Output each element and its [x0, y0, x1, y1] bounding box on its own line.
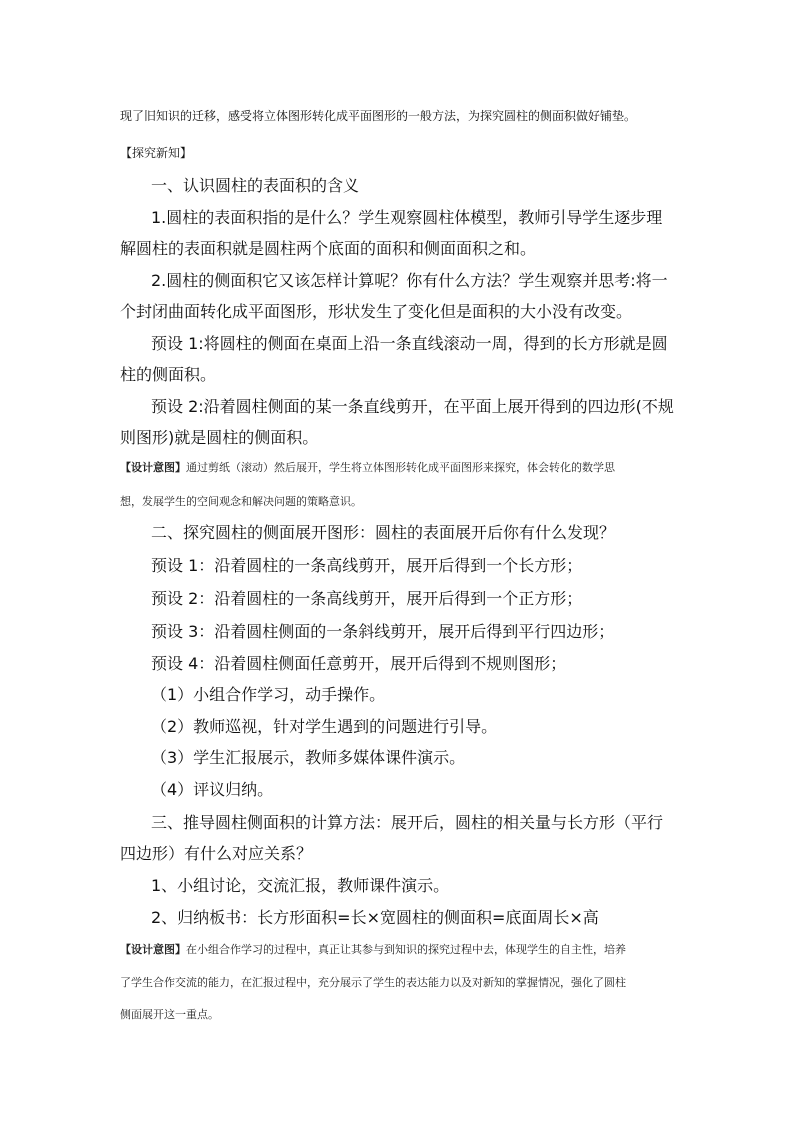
design-note-text: 通过剪纸（滚动）然后展开，学生将立体图形转化成平面图形来探究，体会转化的数学思	[186, 461, 615, 474]
part2-title: 二、探究圆柱的侧面展开图形：圆柱的表面展开后你有什么发现？	[151, 523, 616, 542]
design-note-2-line3: 侧面展开这一重点。	[120, 1008, 219, 1021]
part2-step3: （3）学生汇报展示，教师多媒体课件演示。	[151, 748, 466, 767]
design-note-2-line2: 了学生合作交流的能力，在汇报过程中，充分展示了学生的表达能力以及对新知的掌握情况，强化了圆柱	[120, 976, 626, 989]
part1-preset2-line2: 则图形)就是圆柱的侧面积。	[120, 428, 319, 447]
design-note-text: 在小组合作学习的过程中，真正让其参与到知识的探究过程中去，体现学生的自主性，培养	[186, 943, 626, 956]
part2-step2: （2）教师巡视，针对学生遇到的问题进行引导。	[151, 717, 498, 736]
part2-step1: （1）小组合作学习，动手操作。	[151, 685, 386, 704]
part1-preset1-line1: 预设 1:将圆柱的侧面在桌面上沿一条直线滚动一周，得到的长方形就是圆	[151, 334, 668, 353]
part3-step1: 1、小组讨论，交流汇报，教师课件演示。	[151, 876, 450, 895]
part3-title-line1: 三、推导圆柱侧面积的计算方法：展开后，圆柱的相关量与长方形（平行	[151, 813, 664, 832]
design-note-tag: 【设计意图】	[120, 461, 186, 474]
part3-title-line2: 四边形）有什么对应关系？	[120, 844, 313, 863]
intro-line: 现了旧知识的迁移，感受将立体图形转化成平面图形的一般方法，为探究圆柱的侧面积做好铺垫。	[120, 109, 637, 123]
part1-preset1-line2: 柱的侧面积。	[120, 365, 217, 384]
part1-item1-line2: 解圆柱的表面积就是圆柱两个底面的面积和侧面面积之和。	[120, 239, 537, 258]
part2-step4: （4）评议归纳。	[151, 780, 274, 799]
part2-preset4: 预设 4：沿着圆柱侧面任意剪开，展开后得到不规则图形；	[151, 654, 567, 673]
section-heading: 【探究新知】	[120, 146, 193, 160]
part1-title: 一、认识圆柱的表面积的含义	[151, 176, 360, 195]
part2-preset3: 预设 3：沿着圆柱侧面的一条斜线剪开，展开后得到平行四边形；	[151, 622, 615, 641]
design-note-tag: 【设计意图】	[120, 943, 186, 956]
part2-preset1: 预设 1：沿着圆柱的一条高线剪开，展开后得到一个长方形；	[151, 556, 583, 575]
design-note-2-line1	[120, 941, 626, 957]
design-note-1-line2: 想，发展学生的空间观念和解决问题的策略意识。	[120, 495, 362, 508]
design-note-1-line1	[120, 459, 615, 475]
part3-step2: 2、归纳板书：长方形面积=长×宽圆柱的侧面积=底面周长×高	[151, 908, 599, 927]
part1-preset2-line1: 预设 2:沿着圆柱侧面的某一条直线剪开，在平面上展开得到的四边形(不规	[151, 397, 674, 416]
part2-preset2: 预设 2：沿着圆柱的一条高线剪开，展开后得到一个正方形；	[151, 589, 583, 608]
part1-item2-line2: 个封闭曲面转化成平面图形，形状发生了变化但是面积的大小没有改变。	[120, 302, 633, 321]
part1-item1-line1: 1.圆柱的表面积指的是什么？学生观察圆柱体模型，教师引导学生逐步理	[151, 208, 663, 227]
part1-item2-line1: 2.圆柱的侧面积它又该怎样计算呢？你有什么方法？学生观察并思考:将一	[151, 271, 668, 290]
